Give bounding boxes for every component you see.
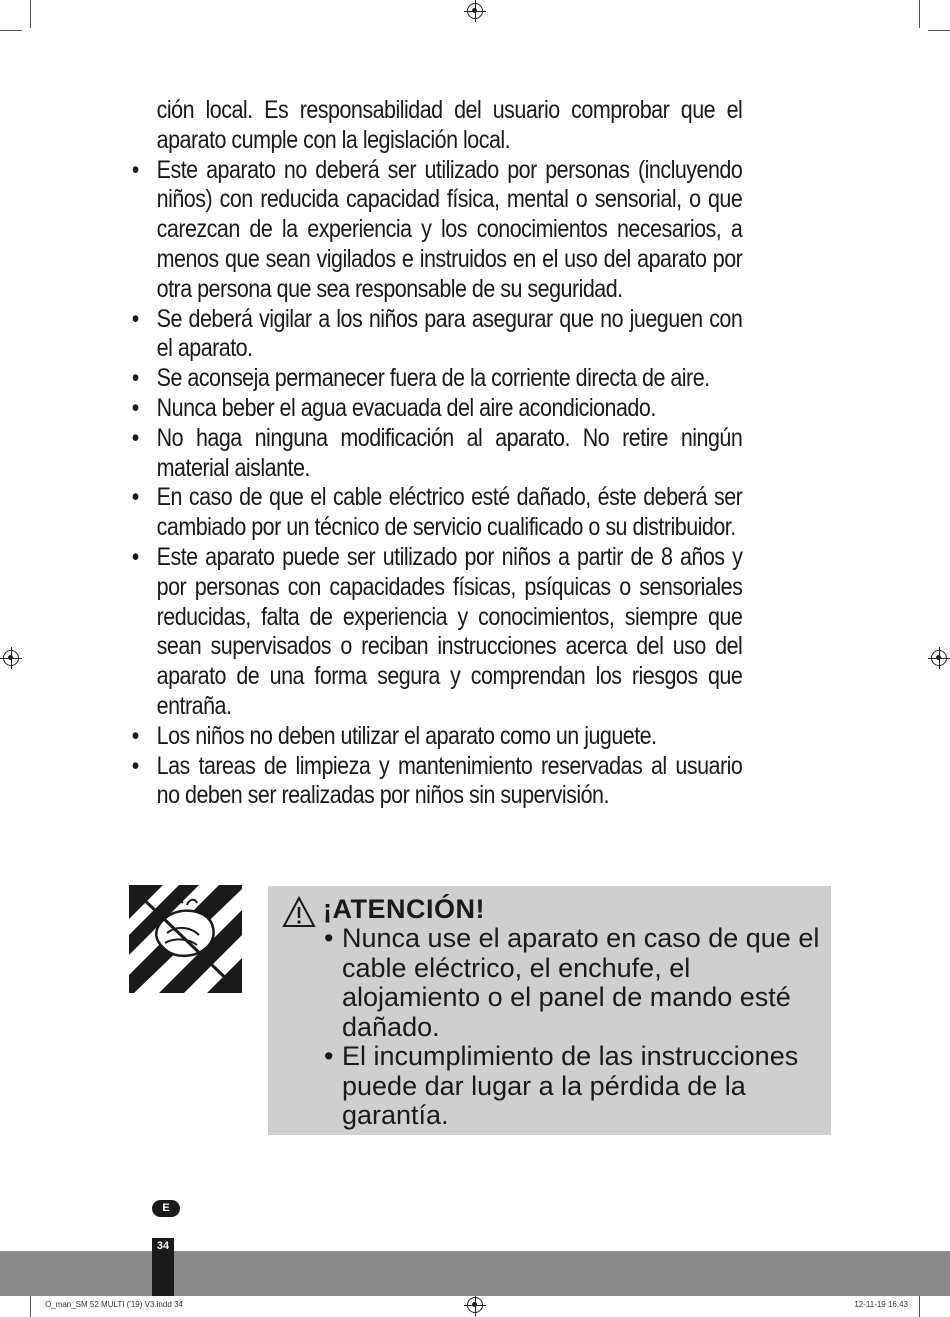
registration-mark-icon bbox=[931, 650, 947, 666]
list-item: • Las tareas de limpieza y mantenimiento reservadas al usuario no deben ser realizadas por niños sin supervisión. bbox=[131, 751, 743, 810]
list-item: • Este aparato puede ser utilizado por niños a partir de 8 años y por personas con capacidades físicas, psíquicas o sensoriales reducidas, falta de experiencia y conocimientos, siempre que sean supervisados o reciban instrucciones acerca del uso del aparato de una forma segura y comprendan los riesgos que entraña. bbox=[131, 542, 743, 720]
list-item: • El incumplimiento de las instrucciones puede dar lugar a la pérdida de la garantía. bbox=[324, 1041, 799, 1130]
file-slug: O_man_SM 52 MULTI ('19) V3.indd 34 bbox=[45, 1300, 183, 1309]
list-item: • Se aconseja permanecer fuera de la corriente directa de aire. bbox=[131, 364, 710, 393]
warning-box bbox=[268, 886, 831, 1135]
warning-triangle-icon bbox=[282, 896, 316, 928]
registration-mark-icon bbox=[467, 1297, 483, 1313]
list-item: • Los niños no deben utilizar el aparato como un juguete. bbox=[131, 721, 657, 750]
registration-mark-icon bbox=[3, 650, 19, 666]
list-item: • Nunca use el aparato en caso de que el cable eléctrico, el enchufe, el alojamiento o el panel de mando esté dañado. bbox=[324, 923, 820, 1042]
list-item: • Se deberá vigilar a los niños para asegurar que no jueguen con el aparato. bbox=[131, 304, 743, 363]
no-water-hands-icon bbox=[129, 885, 242, 993]
continuation-paragraph: ción local. Es responsabilidad del usuario comprobar que el aparato cumple con la legislación local. bbox=[156, 96, 743, 154]
crop-mark bbox=[928, 30, 950, 31]
safety-instructions bbox=[130, 96, 742, 811]
footer-band bbox=[0, 1251, 950, 1296]
list-item: • Nunca beber el agua evacuada del aire acondicionado. bbox=[131, 393, 656, 422]
list-item: • En caso de que el cable eléctrico esté dañado, éste deberá ser cambiado por un técnico de servicio cualificado o su distribuidor. bbox=[131, 483, 743, 542]
warning-title: ¡ATENCIÓN! bbox=[323, 894, 485, 924]
print-timestamp: 12-11-19 16:43 bbox=[854, 1300, 908, 1309]
crop-mark bbox=[30, 0, 31, 28]
page-tab bbox=[152, 1238, 174, 1296]
warning-list bbox=[324, 924, 824, 1131]
crop-mark bbox=[0, 30, 22, 31]
registration-mark-icon bbox=[467, 3, 483, 19]
list-item: • No haga ninguna modificación al aparato. No retire ningún material aislante. bbox=[131, 423, 743, 482]
language-badge: E bbox=[152, 1200, 180, 1217]
bullet-list bbox=[130, 156, 742, 812]
crop-mark bbox=[919, 0, 920, 28]
page-number: 34 bbox=[156, 1240, 170, 1252]
list-item: • Este aparato no deberá ser utilizado por personas (incluyendo niños) con reducida capacidad física, mental o sensorial, o que carezcan de la experiencia y los conocimientos necesarios, a menos que sean vigilados e instruidos en el uso del aparato por otra persona que sea responsable de su seguridad. bbox=[131, 155, 743, 303]
